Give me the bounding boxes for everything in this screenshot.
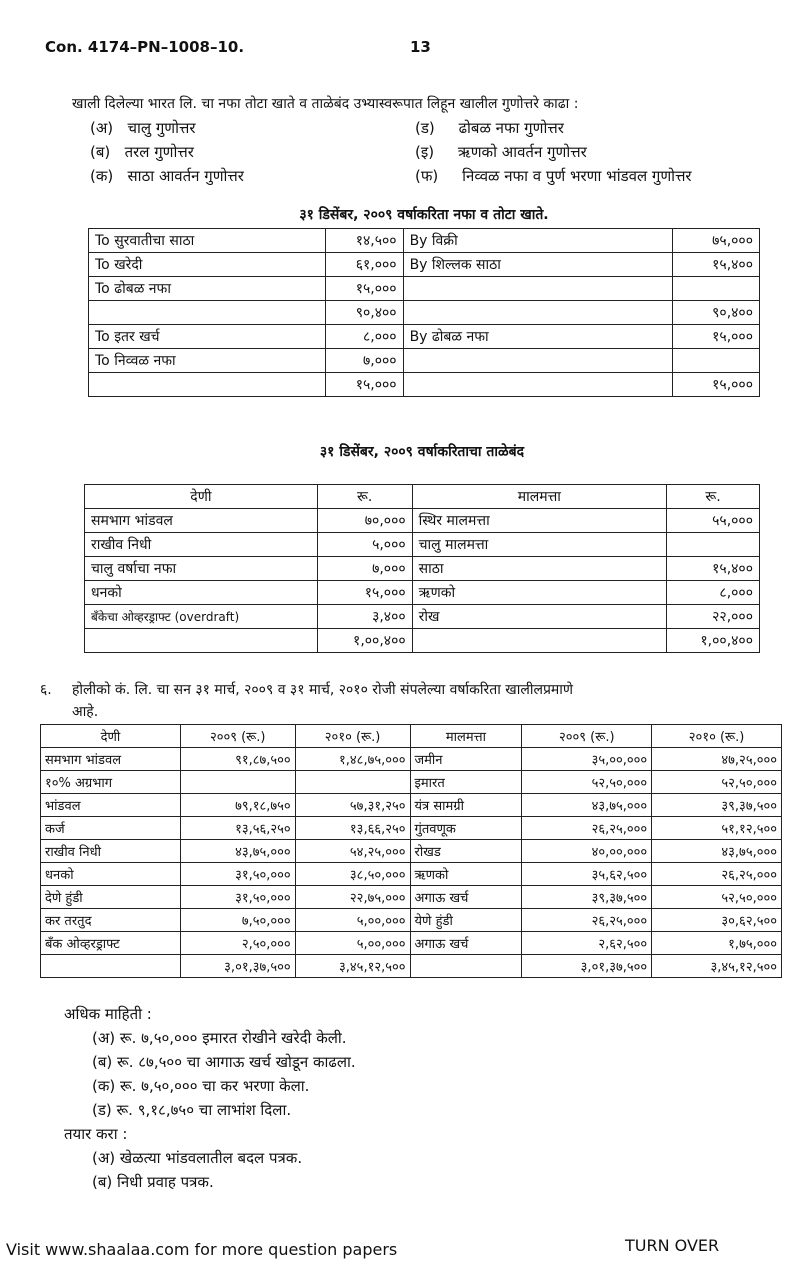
q6-balance-table [40, 724, 782, 978]
prepare-item: (अ) खेळत्या भांडवलातील बदल पत्रक. [92, 1149, 303, 1167]
table-row: राखीव निधी ५,००० चालु मालमत्ता [85, 533, 760, 557]
pl-table [88, 228, 760, 397]
paper-code: Con. 4174–PN–1008–10. [45, 38, 245, 56]
info-item: (क) रू. ७,५०,००० चा कर भरणा केला. [92, 1077, 310, 1095]
table-row: बँकेचा ओव्हरड्राफ्ट (overdraft) ३,४०० रोख २२,००० [85, 605, 760, 629]
table-row: चालु वर्षाचा नफा ७,००० साठा १५,४०० [85, 557, 760, 581]
table-row: To सुरवातीचा साठा १४,५०० By विक्री ७५,००० [89, 229, 760, 253]
ratio-item: (क) साठा आवर्तन गुणोत्तर [90, 167, 244, 185]
additional-info-heading: अधिक माहिती : [64, 1005, 152, 1023]
prepare-item: (ब) निधी प्रवाह पत्रक. [92, 1173, 214, 1191]
question-text-cont: आहे. [72, 704, 99, 720]
info-item: (ब) रू. ८७,५०० चा आगाऊ खर्च खोडून काढला. [92, 1053, 356, 1071]
table-row: १०% अग्रभाग इमारत ५२,५०,००० ५२,५०,००० [41, 771, 782, 794]
ratio-item: (अ) चालु गुणोत्तर [90, 119, 196, 137]
table-row: १,००,४०० १,००,४०० [85, 629, 760, 653]
table-row: समभाग भांडवल ७०,००० स्थिर मालमत्ता ५५,००० [85, 509, 760, 533]
pl-title: ३१ डिसेंबर, २००९ वर्षाकरिता नफा व तोटा खाते. [299, 207, 549, 223]
table-row: कर्ज १३,५६,२५० १३,६६,२५० गुंतवणूक २६,२५,००० ५१,१२,५०० [41, 817, 782, 840]
question-text: होलीको कं. लि. चा सन ३१ मार्च, २००९ व ३१ मार्च, २०१० रोजी संपलेल्या वर्षाकरिता खालीलप्रमाणे [72, 682, 574, 698]
prepare-heading: तयार करा : [64, 1125, 128, 1143]
table-row: १५,००० १५,००० [89, 373, 760, 397]
ratio-item: (ड) ढोबळ नफा गुणोत्तर [415, 119, 564, 137]
table-header-row: देणी रू. मालमत्ता रू. [85, 485, 760, 509]
turn-over-text: TURN OVER [625, 1236, 720, 1255]
table-header-row: देणी २००९ (रू.) २०१० (रू.) मालमत्ता २००९ (रू.) २०१० (रू.) [41, 725, 782, 748]
table-total-row: ३,०१,३७,५०० ३,४५,१२,५०० ३,०१,३७,५०० ३,४५,१२,५०० [41, 955, 782, 978]
table-row: To खरेदी ६१,००० By शिल्लक साठा १५,४०० [89, 253, 760, 277]
bs-title: ३१ डिसेंबर, २००९ वर्षाकरिताचा ताळेबंद [319, 444, 525, 460]
table-row: राखीव निधी ४३,७५,००० ५४,२५,००० रोखड ४०,००,००० ४३,७५,००० [41, 840, 782, 863]
question-intro: खाली दिलेल्या भारत लि. चा नफा तोटा खाते व ताळेबंद उभ्यास्वरूपात लिहून खालील गुणोत्तरे काढा : [72, 96, 579, 112]
table-row: कर तरतुद ७,५०,००० ५,००,००० येणे हुंडी २६,२५,००० ३०,६२,५०० [41, 909, 782, 932]
bs-table [84, 484, 760, 653]
table-row: धनको १५,००० ऋणको ८,००० [85, 581, 760, 605]
table-row: To ढोबळ नफा १५,००० [89, 277, 760, 301]
table-row: To निव्वळ नफा ७,००० [89, 349, 760, 373]
ratio-item: (ब) तरल गुणोत्तर [90, 143, 194, 161]
table-row: बँक ओव्हरड्राफ्ट २,५०,००० ५,००,००० अगाऊ खर्च २,६२,५०० १,७५,००० [41, 932, 782, 955]
table-row: To इतर खर्च ८,००० By ढोबळ नफा १५,००० [89, 325, 760, 349]
ratio-item: (फ) निव्वळ नफा व पुर्ण भरणा भांडवल गुणोत्तर [415, 167, 692, 185]
page-number: 13 [410, 38, 431, 56]
footer-visit-text: Visit www.shaalaa.com for more question papers [6, 1240, 398, 1259]
info-item: (अ) रू. ७,५०,००० इमारत रोखीने खरेदी केली. [92, 1029, 347, 1047]
question-number: ६. [40, 682, 52, 698]
table-row: धनको ३१,५०,००० ३८,५०,००० ऋणको ३५,६२,५०० २६,२५,००० [41, 863, 782, 886]
info-item: (ड) रू. ९,१८,७५० चा लाभांश दिला. [92, 1101, 292, 1119]
table-row: भांडवल ७९,१८,७५० ५७,३१,२५० यंत्र सामग्री ४३,७५,००० ३९,३७,५०० [41, 794, 782, 817]
table-row: देणे हुंडी ३१,५०,००० २२,७५,००० अगाऊ खर्च ३९,३७,५०० ५२,५०,००० [41, 886, 782, 909]
table-row: समभाग भांडवल ९१,८७,५०० १,४८,७५,००० जमीन ३५,००,००० ४७,२५,००० [41, 748, 782, 771]
ratio-item: (इ) ऋणको आवर्तन गुणोत्तर [415, 143, 587, 161]
table-row: ९०,४०० ९०,४०० [89, 301, 760, 325]
